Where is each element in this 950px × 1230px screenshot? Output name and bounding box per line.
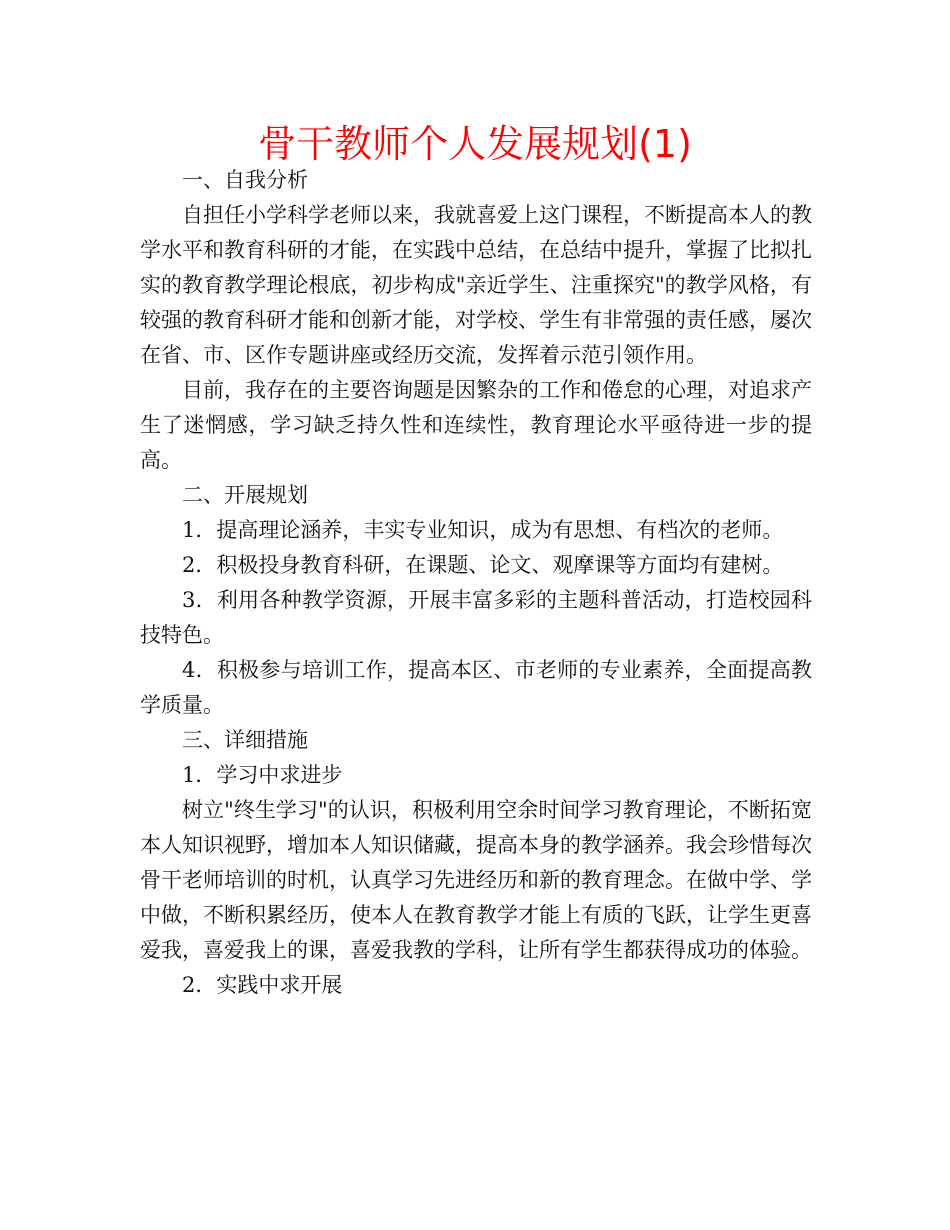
document-title: 骨干教师个人发展规划(1)	[258, 122, 692, 166]
plan-item-2: 2．积极投身教育科研，在课题、论文、观摩课等方面均有建树。	[182, 553, 784, 577]
section-heading-measures: 三、详细措施	[182, 728, 308, 752]
plan-item-1: 1．提高理论涵养，丰实专业知识，成为有思想、有档次的老师。	[182, 518, 784, 542]
plan-item-4: 4．积极参与培训工作，提高本区、市老师的专业素养，全面提高教学质量。	[140, 658, 812, 717]
plan-item-3: 3．利用各种教学资源，开展丰富多彩的主题科普活动，打造校园科技特色。	[140, 588, 812, 647]
section-heading-development-plan: 二、开展规划	[182, 483, 308, 507]
document-body	[140, 163, 812, 1003]
paragraph-current-problems: 目前，我存在的主要咨询题是因繁杂的工作和倦怠的心理，对追求产生了迷惘感，学习缺乏持久性和连续性，教育理论水平亟待进一步的提高。	[140, 378, 812, 472]
section-heading-self-analysis: 一、自我分析	[182, 168, 308, 192]
measure-heading-2: 2．实践中求开展	[182, 973, 343, 997]
paragraph-self-analysis: 自担任小学科学老师以来，我就喜爱上这门课程，不断提高本人的教学水平和教育科研的才能，在实践中总结，在总结中提升，掌握了比拟扎实的教育教学理论根底，初步构成"亲近学生、注重探究"的教学风格，有较强的教育科研才能和创新才能，对学校、学生有非常强的责任感，屡次在省、市、区作专题讲座或经历交流，发挥着示范引领作用。	[140, 203, 812, 367]
paragraph-lifelong-learning: 树立"终生学习"的认识，积极利用空余时间学习教育理论，不断拓宽本人知识视野，增加本人知识储藏，提高本身的教学涵养。我会珍惜每次骨干老师培训的时机，认真学习先进经历和新的教育理念。在做中学、学中做，不断积累经历，使本人在教育教学才能上有质的飞跃，让学生更喜爱我，喜爱我上的课，喜爱我教的学科，让所有学生都获得成功的体验。	[140, 798, 812, 962]
measure-heading-1: 1．学习中求进步	[182, 763, 343, 787]
